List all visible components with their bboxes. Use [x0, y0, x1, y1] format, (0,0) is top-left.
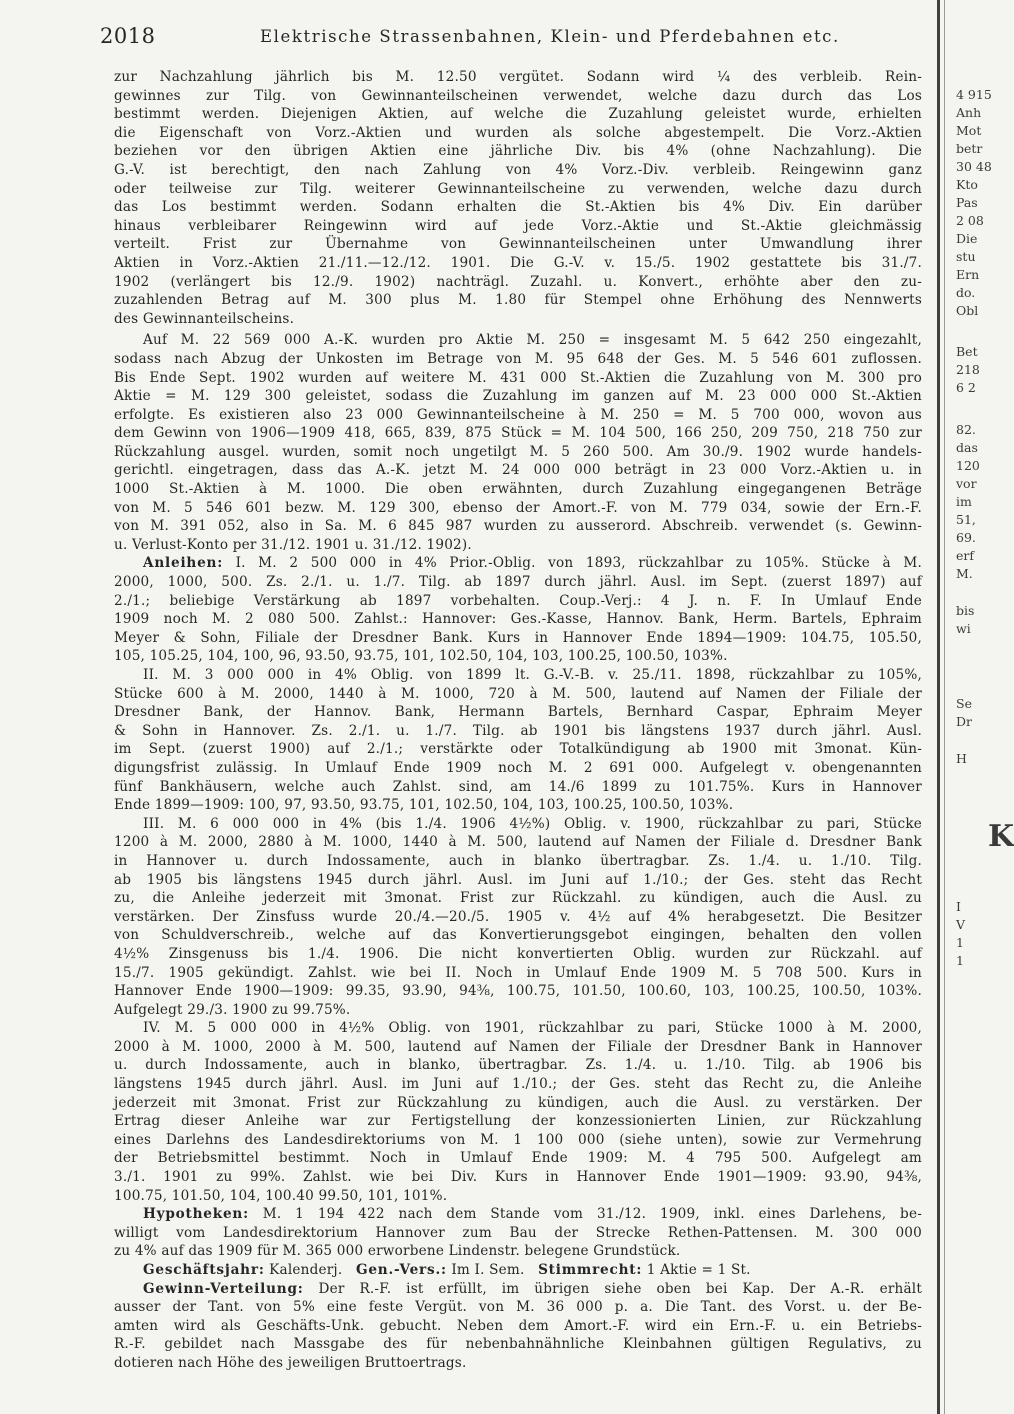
text-run: 1 Aktie = 1 St. [642, 1262, 751, 1278]
text-line: ab 1905 bis längstens 1945 durch jährl. Ausl. im Juni auf 1./10.; der Ges. steht das Recht [114, 871, 922, 888]
text-line: Ertrag dieser Anleihe war zur Fertigstellung der konzessionierten Linien, zur Rückzahlung [114, 1113, 922, 1130]
text-line: amten wird als Geschäfts-Unk. gebucht. Neben dem Amort.-F. wird ein Ern.-F. u. ein Betriebs- [114, 1317, 922, 1334]
text-line [114, 1280, 922, 1299]
text-line: & Sohn in Hannover. Zs. 2./1. u. 1./7. Tilg. ab 1901 bis längstens 1937 durch jährl. Ausl. [114, 722, 922, 739]
text-line: Hannover Ende 1900—1909: 99.35, 93.90, 94⅜, 100.75, 101.50, 100.60, 103, 100.25, 100.50, 103%. [114, 983, 922, 1000]
margin-fragment: V [956, 917, 966, 932]
text-line: ausser der Tant. von 5% eine feste Vergüt. von M. 36 000 p. a. Die Tant. des Vorst. u. der Be- [114, 1299, 922, 1316]
text-run: Kalenderj. [264, 1262, 343, 1278]
text-line: zuzahlenden Betrag auf M. 300 plus M. 1.80 für Stempel ohne Erhöhung des Nennwerts [114, 292, 922, 309]
text-line: Dresdner Bank, der Hannov. Bank, Hermann Bartels, Bernhard Caspar, Ephraim Meyer [114, 704, 922, 721]
text-line: dem Gewinn von 1906—1909 418, 665, 839, 875 Stück = M. 104 500, 166 250, 209 750, 218 750 zur [114, 425, 922, 442]
text-line [114, 554, 922, 573]
text-run: Der R.-F. ist erfüllt, im übrigen siehe oben bei Kap. Der A.-R. erhält [303, 1280, 922, 1297]
text-run: Im I. Sem. [446, 1262, 525, 1278]
text-line: Aktie = M. 129 300 geleistet, sodass die Zuzahlung im ganzen auf M. 23 000 000 St.-Aktien [114, 388, 922, 405]
text-line: IV. M. 5 000 000 in 4½% Oblig. von 1901, rückzahlbar zu pari, Stücke 1000 à M. 2000, [143, 1020, 922, 1037]
margin-fragment: K [988, 819, 1014, 854]
text-line: zu 4% auf das 1909 für M. 365 000 erworbene Lindenstr. belegene Grundstück. [114, 1243, 681, 1260]
text-line: 3./1. 1901 zu 99%. Zahlst. wie bei Div. Kurs in Hannover Ende 1901—1909: 93.90, 94⅜, [114, 1169, 922, 1186]
text-line: 1909 noch M. 2 080 500. Zahlst.: Hannover: Ges.-Kasse, Hannov. Bank, Herm. Bartels, Ephraim [114, 611, 922, 628]
text-line: 2./1.; beliebige Verstärkung ab 1897 vorbehalten. Coup.-Verj.: 4 J. n. F. In Umlauf Ende [114, 592, 922, 609]
text-line: 1000 St.-Aktien à M. 1000. Die oben erwähnten, durch Zuzahlung eingegangenen Beträge [114, 481, 922, 498]
page-header [100, 24, 900, 54]
text-line: dotieren nach Höhe des jeweiligen Bruttoertrags. [114, 1354, 467, 1371]
margin-fragment: 6 2 [956, 380, 976, 395]
section-label-hypotheken: Hypotheken: [143, 1206, 249, 1223]
text-line: 2000 à M. 1000, 2000 à M. 500, lautend auf Namen der Filiale der Dresdner Bank in Hannover [114, 1038, 922, 1055]
text-line: 105, 105.25, 104, 100, 96, 93.50, 93.75, 101, 102.50, 104, 103, 100.25, 100.50, 103%. [114, 648, 728, 665]
margin-fragment: bis [956, 603, 975, 618]
text-line: die Eigenschaft von Vorz.-Aktien und wurden als solche abgestempelt. Die Vorz.-Aktien [114, 124, 922, 141]
margin-fragment: Kto [956, 177, 978, 192]
text-line: 15./7. 1905 gekündigt. Zahlst. wie bei II. Noch in Umlauf Ende 1909 M. 5 708 500. Kurs in [114, 964, 922, 981]
margin-fragment: wi [956, 621, 971, 636]
text-line: 4½% Zinsgenuss bis 1./4. 1906. Die nicht konvertierten Oblig. wurden zur Rückzahl. auf [114, 945, 922, 962]
text-line: Stücke 600 à M. 2000, 1440 à M. 1000, 720 à M. 500, lautend auf Namen der Filiale der [114, 685, 922, 702]
text-line: 2000, 1000, 500. Zs. 2./1. u. 1./7. Tilg. ab 1897 durch jährl. Ausl. im Sept. (zuerst 1897) auf [114, 574, 922, 591]
text-line: gerichtl. eingetragen, dass das A.-K. jetzt M. 24 000 000 beträgt in 23 000 Vorz.-Aktien u. in [114, 462, 922, 479]
text-line: beziehen vor den übrigen Aktien eine jährliche Div. bis 4% (ohne Nachzahlung). Die [114, 143, 922, 160]
page-gutter-divider [937, 0, 940, 1414]
margin-fragment: Obl [956, 303, 979, 318]
margin-fragment: Pas [956, 195, 978, 210]
margin-fragment: 51, [956, 512, 976, 527]
text-run: I. M. 2 500 000 in 4% Prior.-Oblig. von 1893, rückzahlbar zu 105%. Stücke à M. [223, 555, 922, 572]
text-line: Rückzahlung ausgel. wurden, somit noch ungetilgt M. 5 260 500. Am 30./9. 1902 wurde handels- [114, 443, 922, 460]
text-line: oder teilweise zur Tilg. weiterer Gewinnanteilscheine zu verwenden, welche dazu durch [114, 180, 922, 197]
text-line: bestimmt werden. Diejenigen Aktien, auf welche die Zuzahlung geleistet wurde, erhielten [114, 106, 922, 123]
text-line: 1200 à M. 2000, 2880 à M. 1000, 1440 à M. 500, lautend auf Namen der Filiale d. Dresdner Bank [114, 834, 922, 851]
margin-fragment: do. [956, 285, 976, 300]
text-line: in Hannover u. durch Indossamente, auch in blanko übertragbar. Zs. 1./4. u. 1./10. Tilg. [114, 852, 922, 869]
text-line: des Gewinnanteilscheins. [114, 310, 295, 327]
margin-fragment: 218 [956, 362, 980, 377]
margin-fragment: 1 [956, 935, 964, 950]
margin-fragment: erf [956, 548, 974, 563]
section-label-geschaeftsjahr: Geschäftsjahr: [143, 1262, 265, 1278]
margin-fragment: im [956, 494, 972, 509]
text-line: das Los bestimmt werden. Sodann erhalten die St.-Aktien bis 4% Div. Ein darüber [114, 199, 922, 216]
margin-fragment: 30 48 [956, 159, 992, 174]
margin-fragment: vor [956, 476, 977, 491]
text-line: der Betriebsmittel bestimmt. Noch in Umlauf Ende 1909: M. 4 795 500. Aufgelegt am [114, 1150, 922, 1167]
text-line: im Sept. (zuerst 1900) auf 2./1.; verstärkte oder Totalkündigung ab 1900 mit 3monat. Kün- [114, 741, 922, 758]
text-line: Auf M. 22 569 000 A.-K. wurden pro Aktie M. 250 = insgesamt M. 5 642 250 eingezahlt, [143, 332, 922, 349]
body-text [114, 68, 922, 1373]
page-gutter-divider-thin [944, 0, 945, 1414]
page-number: 2018 [100, 24, 156, 48]
section-label-stimmrecht: Stimmrecht: [538, 1262, 643, 1278]
margin-fragment: 1 [956, 953, 964, 968]
text-line: jederzeit mit 3monat. Frist zur Rückzahlung zu kündigen, auch die Ausl. zu verstärken. Der [114, 1094, 922, 1111]
text-line: Aktien in Vorz.-Aktien 21./11.—12./12. 1901. Die G.-V. v. 15./5. 1902 gestattete bis 31./7. [114, 254, 922, 271]
text-line: Bis Ende Sept. 1902 wurden auf weitere M. 431 000 St.-Aktien die Zuzahlung von M. 300 pro [114, 369, 922, 386]
margin-fragment: 82. [956, 422, 976, 437]
margin-fragment: M. [956, 566, 973, 581]
text-line: verteilt. Frist zur Übernahme von Gewinnanteilscheinen unter Umwandlung ihrer [114, 236, 922, 253]
text-line: Ende 1899—1909: 100, 97, 93.50, 93.75, 101, 102.50, 104, 103, 100.25, 100.50, 103%. [114, 797, 734, 814]
margin-fragment: betr [956, 141, 983, 156]
text-line: zur Nachzahlung jährlich bis M. 12.50 vergütet. Sodann wird ¼ des verbleib. Rein- [114, 69, 922, 85]
text-line: II. M. 3 000 000 in 4% Oblig. von 1899 lt. G.-V.-B. v. 25./11. 1898, rückzahlbar zu 105%, [143, 667, 922, 683]
margin-fragment: Dr [956, 714, 972, 729]
text-line [114, 1261, 922, 1280]
margin-fragment: das [956, 440, 978, 455]
text-line: gewinnes zur Tilg. von Gewinnanteilscheinen verwendet, welche dazu durch das Los [114, 87, 922, 104]
margin-fragment: Ern [956, 267, 980, 282]
margin-fragment: 69. [956, 530, 976, 545]
margin-fragment: 120 [956, 458, 980, 473]
text-run: M. 1 194 422 nach dem Stande vom 31./12. 1909, inkl. eines Darlehens, be- [248, 1206, 922, 1223]
text-line: von Schuldverschreib., welche auf das Konvertierungsgebot eingingen, behalten den vollen [114, 927, 922, 944]
margin-fragment: stu [956, 249, 976, 264]
margin-fragment: 2 08 [956, 213, 984, 228]
margin-fragment: Anh [956, 105, 982, 120]
margin-fragment: H [956, 751, 967, 766]
text-line: 1902 (verlängert bis 12./9. 1902) nachträgl. Zuzahl. u. Konvert., erhöhte aber den zu- [114, 273, 922, 290]
margin-fragment: I [956, 899, 961, 914]
text-line: hinaus verbleibarer Reingewinn wird auf jede Vorz.-Aktie und St.-Aktie gleichmässig [114, 217, 922, 234]
text-line: von M. 391 052, also in Sa. M. 6 845 987 wurden zu ausserord. Abschreib. verwendet (s. Gewinn- [114, 518, 922, 535]
text-line: Aufgelegt 29./3. 1900 zu 99.75%. [114, 1001, 351, 1018]
text-line: erfolgte. Es existieren also 23 000 Gewinnanteilscheine à M. 250 = M. 5 700 000, wovon aus [114, 406, 922, 423]
text-line: verstärken. Der Zinsfuss wurde 20./4.—20./5. 1905 v. 4½ auf 4% herabgesetzt. Die Besitzer [114, 908, 922, 925]
text-line: willigt vom Landesdirektorium Hannover zum Bau der Strecke Rethen-Pattensen. M. 300 000 [114, 1224, 922, 1241]
running-title: Elektrische Strassenbahnen, Klein- und Pferdebahnen etc. [260, 27, 840, 46]
margin-fragment: Se [956, 696, 972, 711]
margin-fragment: Die [956, 231, 978, 246]
text-line: von M. 5 546 601 bezw. M. 129 300, ebenso der Amort.-F. von M. 779 034, sowie der Ern.-F. [114, 499, 922, 516]
text-line: Meyer & Sohn, Filiale der Dresdner Bank. Kurs in Hannover Ende 1894—1909: 104.75, 105.50, [114, 629, 922, 646]
margin-fragment: 4 915 [956, 87, 992, 102]
section-label-genvers: Gen.-Vers.: [355, 1262, 447, 1278]
text-line: 100.75, 101.50, 104, 100.40 99.50, 101, 101%. [114, 1187, 448, 1204]
text-line: sodass nach Abzug der Unkosten im Betrage von M. 95 648 der Ges. M. 5 546 601 zuflossen. [114, 350, 922, 367]
adjacent-page-margin [948, 0, 1014, 1414]
margin-fragment: Bet [956, 344, 978, 359]
margin-fragment: Mot [956, 123, 982, 138]
text-line: zu, die Anleihe jederzeit mit 3monat. Frist zur Rückzahl. zu kündigen, auch die Ausl. zu [114, 890, 922, 907]
section-label-gewinn-verteilung: Gewinn-Verteilung: [143, 1280, 304, 1297]
text-line: R.-F. gebildet nach Massgabe des für nebenbahnähnliche Kleinbahnen gültigen Regulativs, zu [114, 1336, 922, 1353]
text-line: u. Verlust-Konto per 31./12. 1901 u. 31./12. 1902). [114, 536, 472, 553]
text-line: längstens 1945 durch jährl. Ausl. im Juni auf 1./10.; der Ges. steht das Recht zu, die Anleihe [114, 1076, 922, 1093]
text-line: fünf Bankhäusern, welche auch Zahlst. sind, am 14./6 1899 zu 101.75%. Kurs in Hannover [114, 778, 922, 795]
text-line: G.-V. ist berechtigt, den nach Zahlung von 4% Vorz.-Div. verbleib. Reingewinn ganz [114, 161, 922, 178]
section-label-anleihen: Anleihen: [143, 555, 224, 572]
text-line: digungsfrist zulässig. In Umlauf Ende 1909 noch M. 2 691 000. Aufgelegt v. obengenannten [114, 759, 922, 776]
text-line: III. M. 6 000 000 in 4% (bis 1./4. 1906 4½%) Oblig. v. 1900, rückzahlbar zu pari, Stücke [143, 815, 922, 832]
text-line [114, 1205, 922, 1224]
text-line: u. durch Indossamente, auch in blanko, übertragbar. Zs. 1./4. u. 1./10. Tilg. ab 1906 bis [114, 1057, 922, 1074]
text-line: eines Darlehns des Landesdirektoriums von M. 1 100 000 (siehe unten), sowie zur Vermehrung [114, 1131, 922, 1148]
